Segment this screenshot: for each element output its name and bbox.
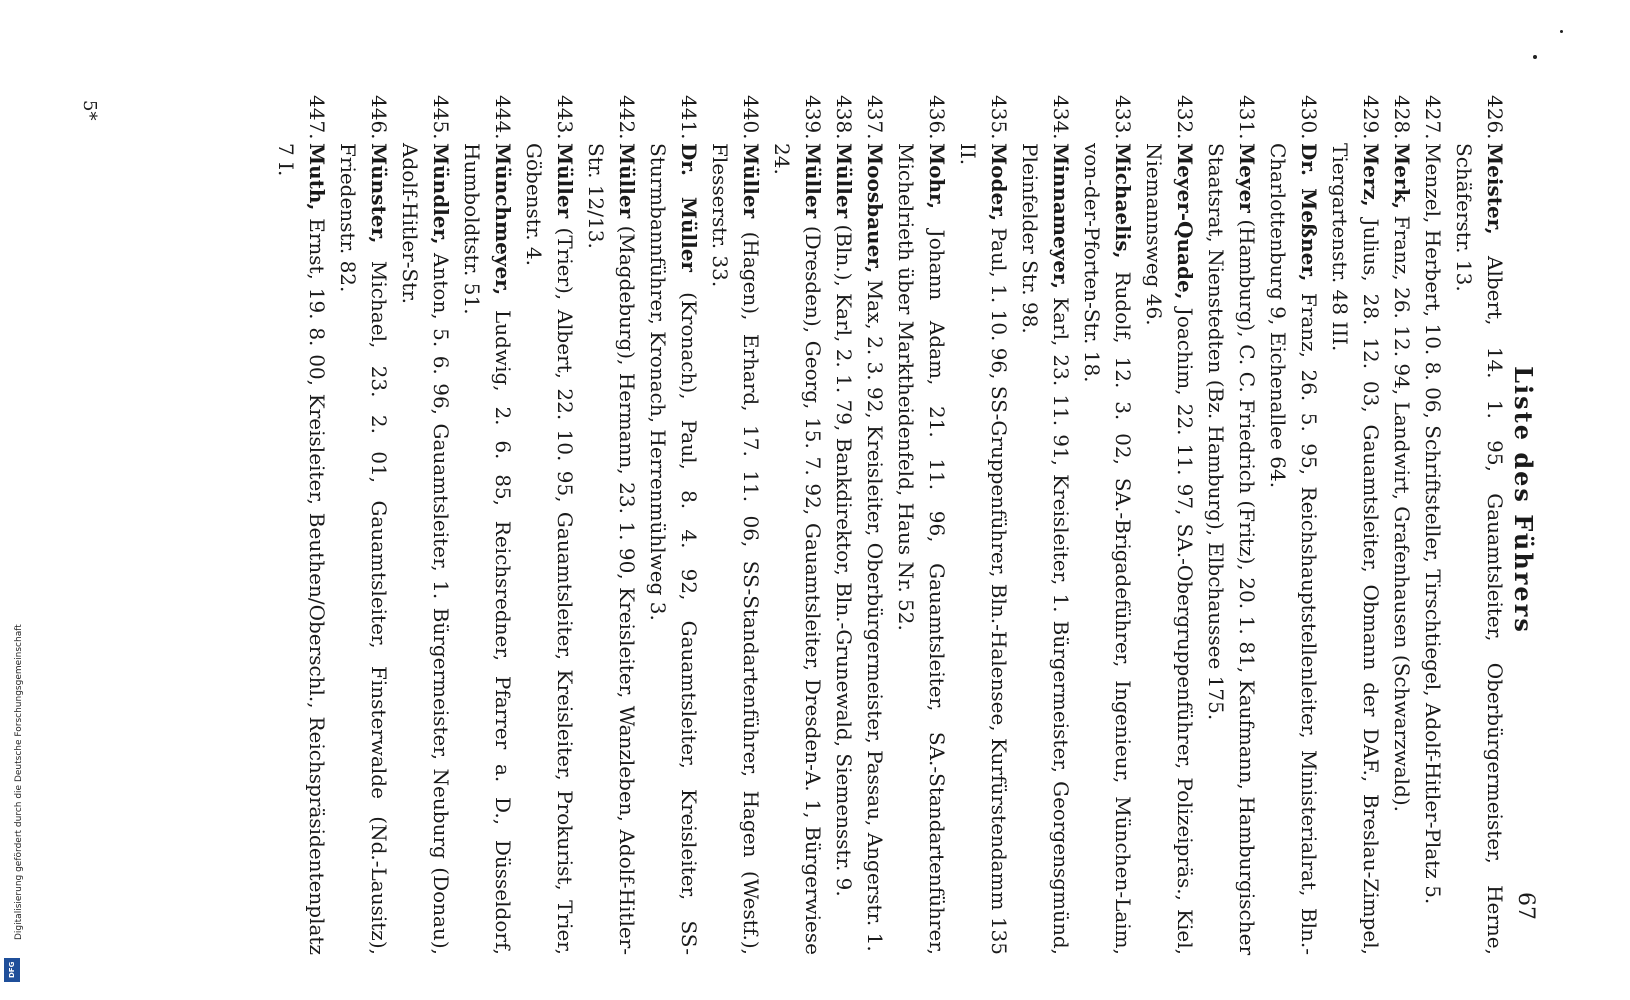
entry-name: Münster, xyxy=(367,143,391,244)
list-item xyxy=(1448,95,1510,955)
entry-number: 436. xyxy=(925,95,949,140)
entry-number: 447. xyxy=(305,95,329,140)
entry-name: Dr. Meßner, xyxy=(1297,143,1321,282)
entry-number: 431. xyxy=(1235,95,1259,140)
entry-number: 438. xyxy=(832,95,856,140)
entry-number: 426. xyxy=(1483,95,1507,140)
entry-name: Müller xyxy=(801,143,825,219)
list-item xyxy=(859,95,890,955)
page-number: 67 xyxy=(1513,892,1538,920)
page-title: Liste des Führers xyxy=(1509,366,1538,634)
scan-speck xyxy=(1560,30,1563,33)
entry-text: (Bln.), Karl, 2. 1. 79, Bankdirektor, Bln.-Grunewald, Siemensstr. 9. xyxy=(832,224,856,897)
list-item xyxy=(704,95,766,955)
entry-name: Dr. Müller xyxy=(677,143,701,272)
entry-text: Joachim, 22. 11. 97, SA.-Obergruppenführer, Polizeipräs., Kiel, Niemannsweg 46. xyxy=(1142,143,1197,956)
entry-text: Albert, 14. 1. 95, Gauamtsleiter, Oberbürgermeister, Herne, Schäferstr. 13. xyxy=(1452,143,1507,955)
entry-number: 443. xyxy=(553,95,577,140)
entry-number: 430. xyxy=(1297,95,1321,140)
entry-name: Meyer-Quade, xyxy=(1173,143,1197,300)
entry-name: Meister, xyxy=(1483,143,1507,235)
list-item xyxy=(890,95,952,955)
running-head xyxy=(1508,40,1538,960)
entry-number: 433. xyxy=(1111,95,1135,140)
entry-text: Johann Adam, 21. 11. 96, Gauamtsleiter, SA.-Standartenführer, Michelrieth über Marktheidenfeld, Haus Nr. 52. xyxy=(894,143,949,956)
dfg-logo: DFG xyxy=(4,958,20,982)
entry-number: 441. xyxy=(677,95,701,140)
entry-number: 440. xyxy=(739,95,763,140)
entry-name: Michaelis, xyxy=(1111,143,1135,259)
scan-speck xyxy=(1533,55,1537,59)
entry-number: 437. xyxy=(863,95,887,140)
entry-number: 444. xyxy=(491,95,515,140)
entry-text: Paul, 1. 10. 96, SS-Gruppenführer, Bln.-Halensee, Kurfürstendamm 135 II. xyxy=(956,143,1011,956)
entry-name: Minnameyer, xyxy=(1049,143,1073,290)
list-item xyxy=(394,95,456,955)
entry-name: Moosbauer, xyxy=(863,143,887,274)
entry-number: 429. xyxy=(1359,95,1383,140)
entry-text: (Trier), Albert, 22. 10. 95, Gauamtsleiter, Kreisleiter, Prokurist, Trier, Göbenstr. 4. xyxy=(522,143,577,956)
entry-name: Moder, xyxy=(987,143,1011,222)
list-item xyxy=(332,95,394,955)
list-item xyxy=(828,95,859,955)
list-item xyxy=(1014,95,1076,955)
list-item xyxy=(1262,95,1324,955)
entry-text: Max, 2. 3. 92, Kreisleiter, Oberbürgermeister, Passau, Angerstr. 1. xyxy=(863,279,887,952)
list-item xyxy=(518,95,580,955)
entry-name: Müller xyxy=(615,143,639,219)
list-item xyxy=(766,95,828,955)
entry-number: 445. xyxy=(429,95,453,140)
list-item xyxy=(1200,95,1262,955)
entry-text: (Hagen), Erhard, 17. 11. 06, SS-Standartenführer, Hagen (Westf.), Flesserstr. 33. xyxy=(708,143,763,955)
entry-text: (Hamburg), C. C. Friedrich (Fritz), 20. 1. 81, Kaufmann, Hamburgischer Staatsrat, Nienstedten (Bz. Hamburg), Elbchaussee 175. xyxy=(1204,143,1259,955)
entry-number: 434. xyxy=(1049,95,1073,140)
entry-text: Ludwig, 2. 6. 85, Reichsredner, Pfarrer a. D., Düsseldorf, Humboldtstr. 51. xyxy=(460,143,515,955)
entry-number: 446. xyxy=(367,95,391,140)
entry-number: 435. xyxy=(987,95,1011,140)
entry-name: Müller xyxy=(739,143,763,219)
list-item xyxy=(1417,95,1448,955)
entry-text: Michael, 23. 2. 01, Gauamtsleiter, Finsterwalde (Nd.-Lausitz), Friedenstr. 82. xyxy=(336,143,391,955)
entry-name: Mohr, xyxy=(925,143,949,210)
entry-name: Müller xyxy=(832,143,856,219)
entry-text: Ernst, 19. 8. 00, Kreisleiter, Beuthen/Oberschl., Reichspräsidentenplatz 7 I. xyxy=(274,143,329,955)
entry-name: Müller xyxy=(553,143,577,219)
entry-text: Rudolf, 12. 3. 02, SA.-Brigadeführer, Ingenieur, München-Laim, von-der-Pforten-Str. 18. xyxy=(1080,143,1135,956)
entry-number: 428. xyxy=(1390,95,1414,140)
entry-name: Merk, xyxy=(1390,143,1414,210)
entry-list xyxy=(270,95,1510,955)
entry-text: Karl, 23. 11. 91, Kreisleiter, 1. Bürgermeister, Georgensgmünd, Pleinfelder Str. 98. xyxy=(1018,143,1073,955)
entry-name: Mündler, xyxy=(429,143,453,245)
signature-mark: 5* xyxy=(79,100,100,121)
entry-name: Meyer xyxy=(1235,143,1259,213)
entry-text: (Magdeburg), Hermann, 23. 1. 90, Kreisleiter, Wanzleben, Adolf-Hitler-Str. 12/13. xyxy=(584,143,639,955)
entry-text: Anton, 5. 6. 96, Gauamtsleiter, 1. Bürgermeister, Neuburg (Donau), Adolf-Hitler-Str. xyxy=(398,143,453,955)
entry-number: 439. xyxy=(801,95,825,140)
entry-text: Julius, 28. 12. 03, Gauamtsleiter, Obmann der DAF., Breslau-Zimpel, Tiergartenstr. 48 III. xyxy=(1328,143,1383,956)
entry-text: (Dresden), Georg, 15. 7. 92, Gauamtsleiter, Dresden-A. 1, Bürgerwiese 24. xyxy=(770,143,825,955)
list-item xyxy=(456,95,518,955)
list-item xyxy=(1324,95,1386,955)
entry-number: 432. xyxy=(1173,95,1197,140)
entry-name: Muth, xyxy=(305,143,329,211)
list-item xyxy=(642,95,704,955)
list-item xyxy=(270,95,332,955)
digitization-note: Digitalisierung gefördert durch die Deutsche Forschungsgemeinschaft xyxy=(14,624,24,940)
entry-name: Münchmeyer, xyxy=(491,143,515,296)
entry-text: Menzel, Herbert, 10. 8. 06, Schriftsteller, Tirschtiegel, Adolf-Hitler-Platz 5. xyxy=(1421,143,1445,905)
list-item xyxy=(1076,95,1138,955)
entry-number: 427. xyxy=(1421,95,1445,140)
entry-text: Franz, 26. 5. 95, Reichshauptstellenleiter, Ministerialrat, Bln.-Charlottenburg 9, Eichenallee 64. xyxy=(1266,143,1321,955)
list-item xyxy=(1386,95,1417,955)
entry-number: 442. xyxy=(615,95,639,140)
entry-name: Merz, xyxy=(1359,143,1383,207)
entry-text: Franz, 26. 12. 94, Landwirt, Grafenhausen (Schwarzwald). xyxy=(1390,215,1414,813)
list-item xyxy=(952,95,1014,955)
list-item xyxy=(580,95,642,955)
list-item xyxy=(1138,95,1200,955)
entry-text: (Kronach), Paul, 8. 4. 92, Gauamtsleiter, Kreisleiter, SS-Sturmbannführer, Kronach, Herrenmühlweg 3. xyxy=(646,143,701,955)
